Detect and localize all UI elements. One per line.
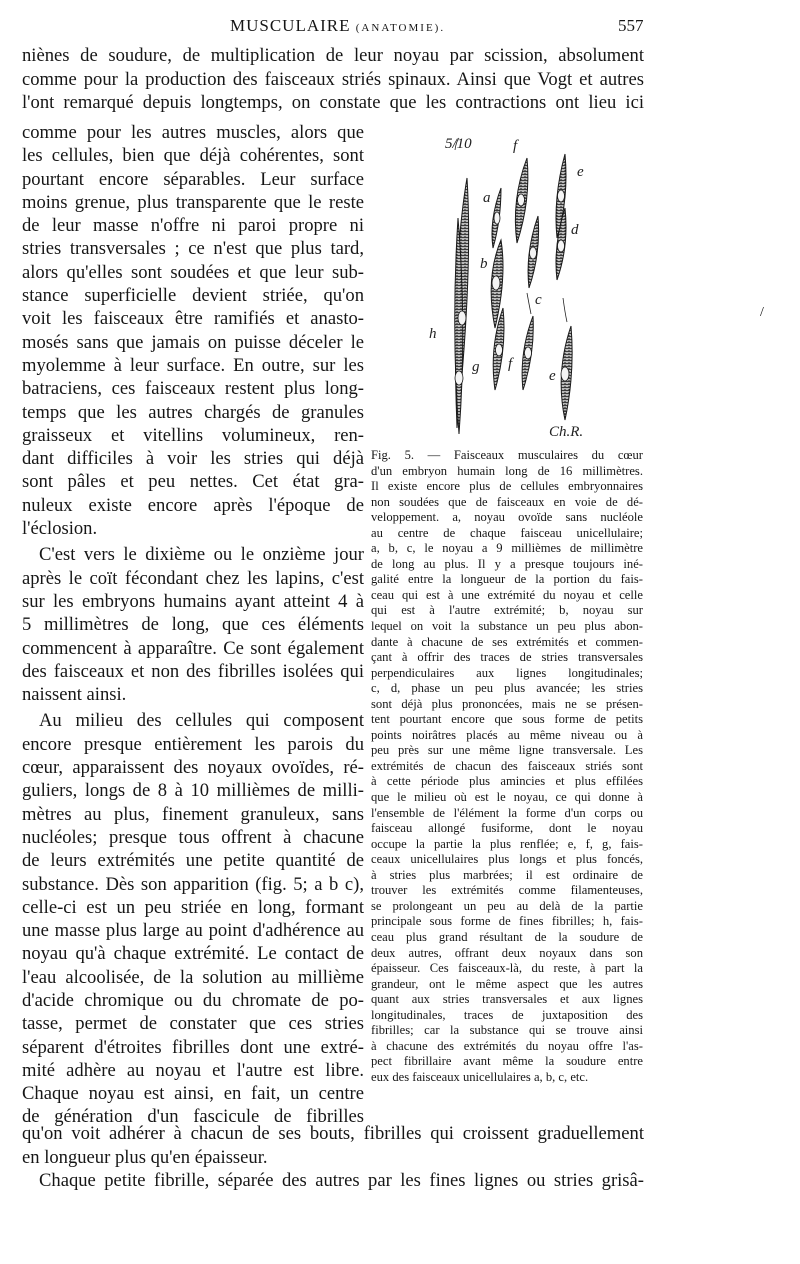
text-line: sont pâles et peu nettes. Cet état gra- xyxy=(22,471,364,493)
figure-label-d: d xyxy=(571,222,579,238)
text-line: pourtant encore séparables. Leur surface xyxy=(22,168,364,190)
text-line: Au milieu des cellules qui composent xyxy=(39,710,364,732)
caption-line: épaisseur. Ces faisceaux-là, du reste, à part la xyxy=(371,961,643,976)
text-line: séparent d'étroites fibrilles dont une extré- xyxy=(22,1036,364,1058)
caption-line: deux autres, offrant deux noyaux dans son xyxy=(371,945,643,960)
text-line: C'est vers le dixième ou le onzième jour xyxy=(39,544,364,566)
page-number: 557 xyxy=(618,16,644,35)
text-line: stance superficielle devient striée, qu'on xyxy=(22,285,364,307)
caption-line: points noirâtres placés au même niveau ou à xyxy=(371,727,643,742)
figure-label-f: f xyxy=(513,138,518,154)
text-line: comme pour les autres muscles, alors que xyxy=(22,122,364,143)
caption-line: eux des faisceaux unicellulaires a, b, c, etc. xyxy=(371,1069,589,1084)
text-line: guliers, longs de 8 à 10 millièmes de milli- xyxy=(22,780,364,802)
caption-line: de long au plus. Il y a presque toujours iné- xyxy=(371,556,643,571)
caption-line: l'ensemble de l'élément la forme d'un corps ou xyxy=(371,805,643,820)
figure-signature: Ch.R. xyxy=(549,424,584,440)
caption-line: dante à chacune de ses extrémités et commen- xyxy=(371,634,643,649)
caption-line: à stries plus marbrées; il est ordinaire de xyxy=(371,867,643,882)
text-line: alors qu'elles sont soudées et que leur sub- xyxy=(22,261,364,283)
caption-line: à chacune des extrémités du noyau offre l'as- xyxy=(371,1038,643,1053)
text-line: de leurs extrémités une petite quantité de xyxy=(22,850,364,872)
text-line: nuleux existe encore après l'époque de xyxy=(22,494,364,516)
caption-line: sont déjà plus prononcées, mais ne se présen- xyxy=(371,696,643,711)
caption-line: perpendiculaires aux lignes longitudinales; xyxy=(371,665,643,680)
body-text-column xyxy=(22,121,364,1129)
text-line: après le coït fécondant chez les lapins, c'est xyxy=(22,567,364,589)
text-line: de leur masse n'offre ni paroi propre ni xyxy=(22,215,364,237)
caption-line: grandeur, ont le même aspect que les autres xyxy=(371,976,643,991)
text-line: Chaque petite fibrille, séparée des autres par les fines lignes ou stries grisâ- xyxy=(39,1170,644,1191)
text-line: sur les embryons humains ayant atteint 4 à xyxy=(22,590,364,612)
text-line: myolemme à leur surface. En outre, sur les xyxy=(22,354,364,376)
text-line: niènes de soudure, de multiplication de leur noyau par scission, absolument xyxy=(22,45,644,66)
text-line: encore presque entièrement les parois du xyxy=(22,733,364,755)
figure-label-scale: 5/10 xyxy=(445,136,472,152)
text-line: batraciens, ces faisceaux restent plus long- xyxy=(22,378,364,400)
caption-line: peu près sur une même ligne transversale. Les xyxy=(371,743,643,758)
caption-line: veloppement. a, noyau ovoïde sans nucléole xyxy=(371,510,643,525)
caption-line: ceau qui est à une extrémité du noyau et celle xyxy=(371,587,643,602)
figure-label-e-lower: e xyxy=(549,368,556,384)
caption-line: tent pourtant encore que sous forme de petits xyxy=(371,712,643,727)
text-line: cœur, apparaissent des noyaux ovoïdes, ré- xyxy=(22,757,364,779)
caption-line: au centre de chaque faisceau unicellulaire; xyxy=(371,525,643,540)
caption-line: c, d, phase un peu plus avancée; les stries xyxy=(371,681,643,696)
caption-line: faisceau allongé fusiforme, dont le noyau xyxy=(371,821,643,836)
text-line: voit les faisceaux être ramifiés et anasto- xyxy=(22,308,364,330)
text-line: celle-ci est un peu striée en long, formant xyxy=(22,896,364,918)
text-line: des faisceaux et non des fibrilles isolées qui xyxy=(22,660,364,682)
text-line: tasse, permet de constater que ces stries xyxy=(22,1013,364,1035)
text-line: moins grenue, plus transparente que le reste xyxy=(22,191,364,213)
text-line: d'acide chromique ou du chromate de po- xyxy=(22,989,364,1011)
figure-label-b: b xyxy=(480,256,488,272)
text-line: de génération d'un fascicule de fibrilles xyxy=(22,1106,364,1128)
text-line: noyau qu'à chaque extrémité. Le contact de xyxy=(22,943,364,965)
margin-mark: / xyxy=(760,305,764,320)
text-line: naissent ainsi. xyxy=(22,684,127,706)
caption-line: principale sous forme de fines fibrilles; h, fais- xyxy=(371,914,643,929)
caption-line: d'un embryon humain long de 16 millimètres. xyxy=(371,463,643,478)
text-line: les cellules, bien que déjà cohérentes, sont xyxy=(22,145,364,167)
caption-line: se prolongeant un peu au delà de la partie xyxy=(371,898,643,913)
caption-line: que le milieu où est le noyau, ce qui donne à xyxy=(371,790,643,805)
caption-line: fibrilles; car la substance qui se trouve ainsi xyxy=(371,1023,643,1038)
figure-5-muscle-fibers xyxy=(415,128,643,442)
figure-label-c: c xyxy=(535,292,542,308)
figure-label-f-lower: f xyxy=(508,356,513,372)
caption-line: lequel on voit la substance un peu plus abon- xyxy=(371,619,643,634)
text-line: l'eau alcoolisée, de la solution au millième xyxy=(22,966,364,988)
text-line: nucléoles; presque tous offrent à chacune xyxy=(22,826,364,848)
text-line: en longueur plus qu'en épaisseur. xyxy=(22,1146,268,1168)
caption-line: à cette période plus amincies et plus effilées xyxy=(371,774,643,789)
caption-line: Il existe encore plus de cellules embryonnaires xyxy=(371,479,643,494)
title-sub: (ANATOMIE). xyxy=(355,22,446,34)
figure-label-h: h xyxy=(429,326,437,342)
text-line: temps que les autres chargés de granules xyxy=(22,401,364,423)
caption-line: galité entre la longueur de la portion du fais- xyxy=(371,572,643,587)
caption-line: a, b, c, le noyau a 9 millièmes de millimètre xyxy=(371,541,643,556)
text-line: 5 millimètres de long, que ces éléments xyxy=(22,614,364,636)
text-line: graisseux et vitellins volumineux, ren- xyxy=(22,424,364,446)
figure-label-g: g xyxy=(472,359,480,375)
caption-line: quant aux stries transversales et aux lignes xyxy=(371,992,643,1007)
figure-caption xyxy=(371,448,643,1085)
text-line: mosés sans que jamais on puisse déceler le xyxy=(22,331,364,353)
caption-line: Fig. 5. — Faisceaux musculaires du cœur xyxy=(371,448,643,462)
text-line: mètres au plus, finement granuleux, sans xyxy=(22,803,364,825)
text-line: l'ont remarqué depuis longtemps, on constate que les contractions ont lieu ici xyxy=(22,92,644,113)
caption-line: extrémités de chacun des faisceaux striés sont xyxy=(371,758,643,773)
text-line: substance. Dès son apparition (fig. 5; a b c), xyxy=(22,873,364,895)
text-line: comme pour la production des faisceaux striés spinaux. Ainsi que Vogt et autres xyxy=(22,68,644,90)
running-header xyxy=(0,16,800,42)
caption-line: longitudinales, traces de juxtaposition des xyxy=(371,1007,643,1022)
caption-line: qui est à l'autre extrémité; b, noyau sur xyxy=(371,603,643,618)
text-line: mité adhère au noyau et l'autre est libre. xyxy=(22,1059,364,1081)
caption-line: trouver les extrémités comme filamenteuses, xyxy=(371,883,643,898)
figure-label-e: e xyxy=(577,164,584,180)
caption-line: çant à offrir des traces de stries transversales xyxy=(371,650,643,665)
text-line: une masse plus large au point d'adhérence au xyxy=(22,920,364,942)
figure-label-a: a xyxy=(483,190,491,206)
text-line: Chaque noyau est ainsi, en fait, un centre xyxy=(22,1083,364,1105)
caption-line: non soudées que de faisceaux en voie de dé- xyxy=(371,494,643,509)
text-line: qu'on voit adhérer à chacun de ses bouts, fibrilles qui croissent graduellement xyxy=(22,1123,644,1144)
text-line: dant difficiles à voir les stries qui déjà xyxy=(22,448,364,470)
text-line: l'éclosion. xyxy=(22,518,98,540)
caption-line: pect fibrillaire avant même la soudure entre xyxy=(371,1054,643,1069)
caption-line: ceaux unicellulaires plus longs et plus foncés, xyxy=(371,852,643,867)
text-line: stries transversales ; ce n'est que plus tard, xyxy=(22,238,364,260)
running-title xyxy=(230,16,445,36)
caption-line: occupe la partie la plus renflée; e, f, g, fais- xyxy=(371,836,643,851)
caption-line: ceau plus grand résultant de la soudure de xyxy=(371,929,643,944)
text-line: commencent à apparaître. Ce sont également xyxy=(22,637,364,659)
title-main: MUSCULAIRE xyxy=(230,16,351,35)
